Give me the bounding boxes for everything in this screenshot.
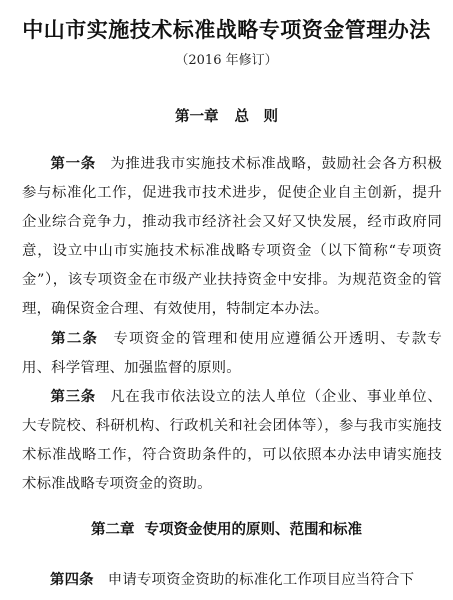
chapter-2-name: 专项资金使用的原则、范围和标准 [144,522,362,538]
article-3-paragraph [22,383,442,499]
chapter-1-number: 第一章 [175,109,219,125]
article-1-label: 第一条 [50,156,96,172]
article-1-paragraph [22,150,442,324]
article-3-label: 第三条 [50,389,96,405]
article-4-label: 第四条 [50,572,94,588]
chapter-2-heading [0,518,453,539]
chapter-2-number: 第二章 [91,522,135,538]
article-4-paragraph [22,566,442,595]
chapter-1-name: 总 则 [234,109,278,125]
article-1-text: 为推进我市实施技术标准战略，鼓励社会各方积极参与标准化工作，促进我市技术进步，促使企业自主创新，提升企业综合竞争力，推动我市经济社会又好又快发展，经市政府同意，设立中山市实施技术标准战略专项资金（以下简称“专项资金”），该专项资金在市级产业扶持资金中安排。为规范资金的管理，确保资金合理、有效使用，特制定本办法。 [22,156,442,317]
article-2-paragraph [22,325,442,383]
document-title: 中山市实施技术标准战略专项资金管理办法 [22,18,431,42]
article-3-text: 凡在我市依法设立的法人单位（企业、事业单位、大专院校、科研机构、行政机关和社会团体等），参与我市实施技术标准战略工作，符合资助条件的，可以依照本办法申请实施技术标准战略专项资金的资助。 [22,389,442,492]
article-2-label: 第二条 [50,331,99,347]
article-2-text: 专项资金的管理和使用应遵循公开透明、专款专用、科学管理、加强监督的原则。 [22,331,443,376]
chapter-1-heading [0,105,453,126]
article-4-text: 申请专项资金资助的标准化工作项目应当符合下 [107,572,415,588]
document-subtitle: （2016 年修订） [175,53,278,68]
